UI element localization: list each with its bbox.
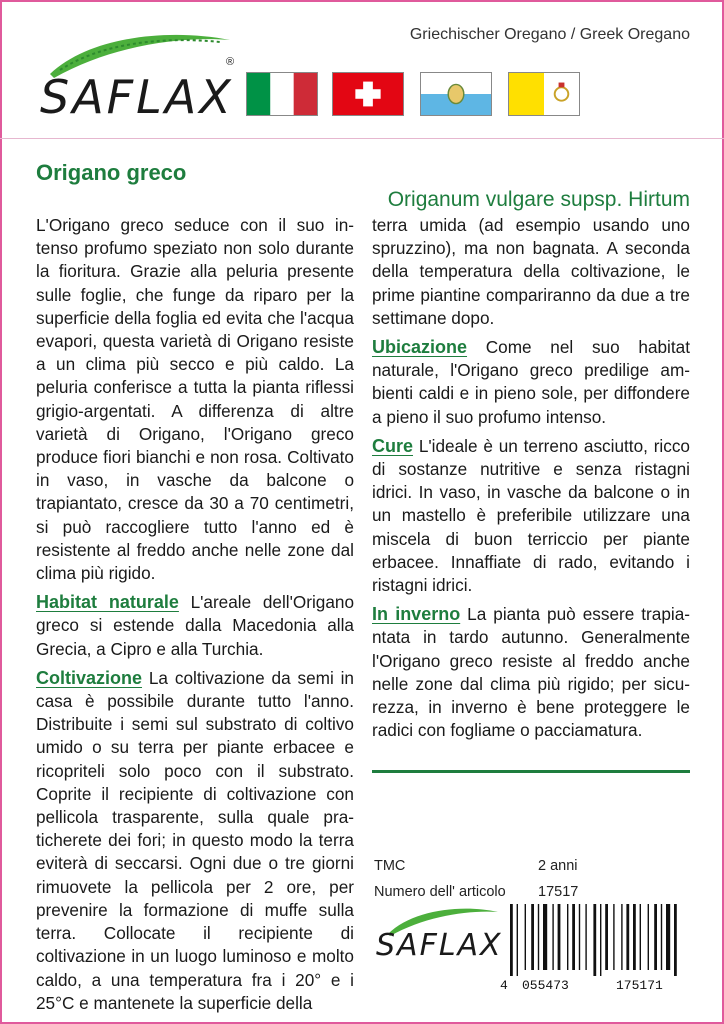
cultivation-paragraph [36,667,354,1015]
brand-name: SAFLAX [40,70,234,124]
barcode-bar [640,904,641,970]
barcode-bar [621,904,622,970]
barcode-bar [579,904,580,970]
barcode [510,904,694,976]
italy-flag-icon [246,72,318,116]
location-heading: Ubicazione [372,337,468,358]
barcode-bar [552,904,553,970]
barcode-bar [605,904,608,970]
winter-paragraph [372,603,690,742]
header-divider [0,138,724,139]
header-title: Griechischer Oregano / Greek Oregano [409,26,690,43]
barcode-bar [666,904,670,970]
barcode-bar [543,904,547,970]
barcode-group-left: 055473 [522,978,569,993]
winter-text: La pianta può essere trapiantata in tardo autunno. Generalmente l'Origano greco resiste al freddo anche nelle zone dal clima più rigido; per sicurezza, in inverno è bene proteggere le radici con fogliame o pacciamatura. [372,604,690,741]
location-paragraph [372,336,690,429]
barcode-bar [654,904,657,970]
barcode-bar [674,904,677,976]
barcode-bar [626,904,629,970]
barcode-bar [510,904,513,976]
barcode-bar [558,904,561,970]
care-paragraph [372,435,690,597]
left-column [36,214,354,1021]
brand-name-small: SAFLAX [376,928,503,963]
tmc-value: 2 anni [538,858,578,874]
habitat-paragraph [36,591,354,661]
barcode-group-right: 175171 [616,978,663,993]
vatican-flag-icon [508,72,580,116]
barcode-bar [648,904,649,970]
intro-paragraph: L'Origano greco seduce con il suo intenso profumo speziato non solo durante la fioritura. Grazie alla peluria presente sulle foglie, che funge da riparo per la superficie della foglia ed evita che l'acqua evapori, questa varietà di Origano resiste a un clima più secco e più caldo. La peluria conferisce a tutta la pianta riflessi grigio-argentati. A differenza di altre varietà di Origano, l'Origano greco produce fiori bianchi e non rosa. Coltivato in vaso, in vasche da balcone o trapiantato, cresce da 30 a 70 centimetri, si può raccogliere tutto l'anno ed è resistente al freddo anche nelle zone dal clima più rigido. [36,215,354,584]
barcode-bar [572,904,575,970]
barcode-bar [593,904,596,976]
barcode-bar [525,904,526,970]
country-flags [246,72,586,116]
cultivation-heading: Coltivazione [36,667,143,688]
barcode-bar [567,904,568,970]
san-marino-flag-icon [420,72,492,116]
product-name: Origano greco [36,160,187,185]
saflax-logo-small [372,900,502,980]
winter-heading: In inverno [372,604,461,625]
care-text: L'ideale è un terreno asciutto, ricco di sostanze nutritive e senza ristagni idrici. In vaso, in vasche da balcone o in un mastello è preferibile utilizzare una miscela di buon terriccio per piante erbacee. Innaffiate di rado, evitando i ristagni idrici. [372,435,690,596]
barcode-bar [613,904,614,970]
location-text: Come nel suo habitat naturale, l'Origano greco predilige ambienti caldi e in pieno sole, per diffondere a pieno il suo profumo intenso. [372,337,690,427]
tmc-label: TMC [374,858,406,874]
habitat-text: L'areale dell'Origano greco si estende dalla Macedonia alla Grecia, a Cipro e alla Turchia. [36,592,355,659]
barcode-digit-first: 4 [500,978,508,993]
product-latin-name: Origanum vulgare supsp. Hirtum [387,188,690,211]
registered-mark: ® [226,56,235,68]
right-column [372,214,690,748]
barcode-bar [633,904,636,970]
barcode-bar [517,904,518,976]
saflax-logo [30,26,245,126]
barcode-bar [531,904,534,970]
article-value: 17517 [538,884,579,900]
barcode-bar [585,904,586,970]
barcode-bar [600,904,601,976]
barcode-bar [661,904,662,970]
cultivation-text: La coltivazione da semi in casa è possibile durante tutto l'anno. Distribuite i semi sul substrato di coltivo umido o su terra per piante erbacee e ricopriteli solo poco con il substrato. Coprite il recipiente di coltivazione con pellicola trasparente, sulla quale praticherete dei fori; in questo modo la terra eviterà di seccarsi. Ogni due o tre giorni rimuovete la pellicola per 2 ore, per prevenire la formazione di muffe sulla terra. Collocate il recipiente di coltivazione in un luogo luminoso e molto caldo, a una temperatura fra i 20° e i 25°C e mantenete la superficie della [36,667,354,1013]
habitat-heading: Habitat naturale [36,592,179,613]
article-label: Numero dell' articolo [374,884,506,900]
section-divider [372,770,690,773]
care-heading: Cure [372,435,414,456]
barcode-bar [538,904,539,970]
switzerland-flag-icon [332,72,404,116]
cultivation-continued: terra umida (ad esempio usando uno spruzzino), ma non bagnata. A seconda della temperatura della coltivazione, le prime piantine compariranno da due a tre settimane dopo. [372,215,690,328]
